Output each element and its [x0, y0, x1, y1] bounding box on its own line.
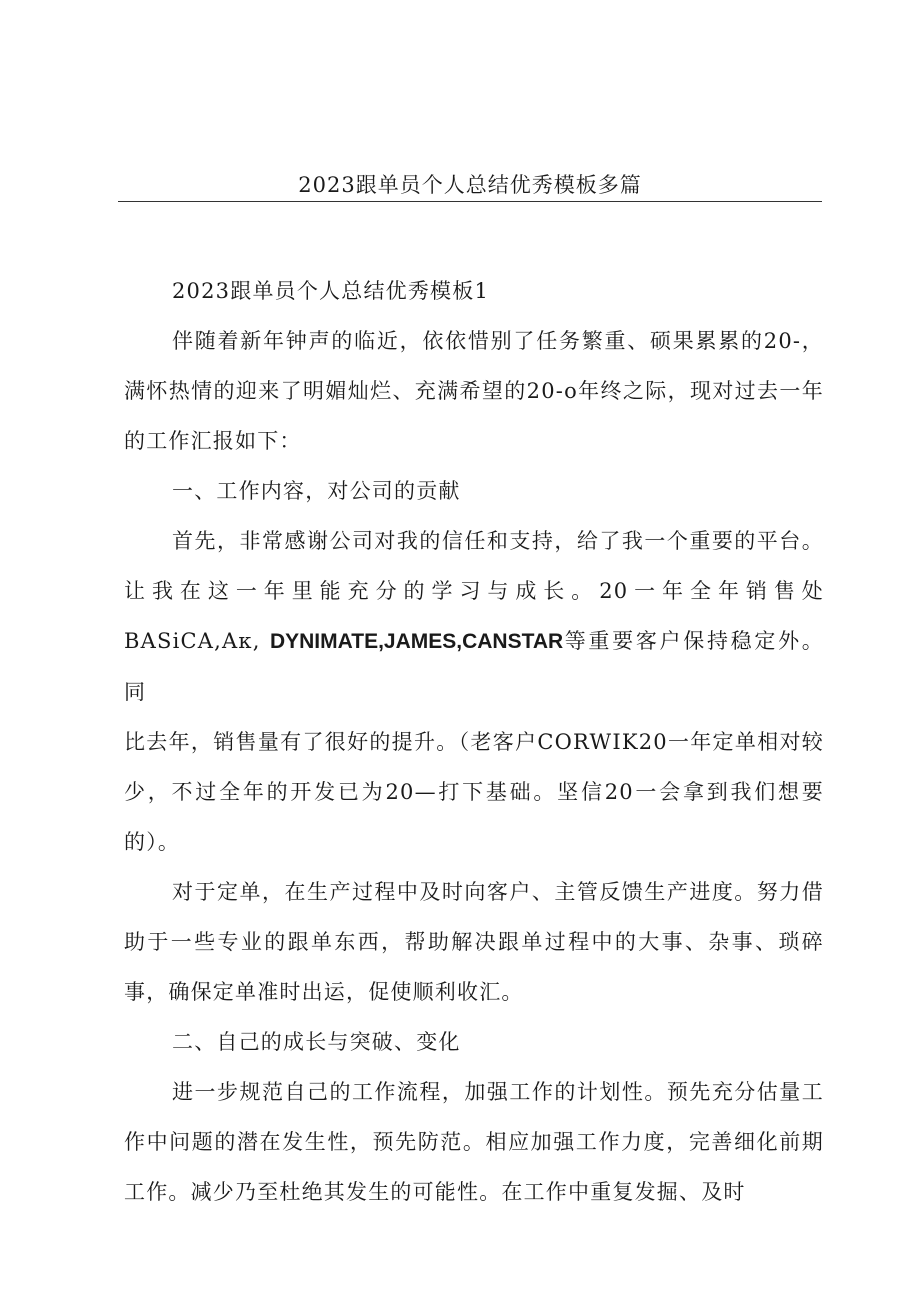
- section-heading-growth: 二、自己的成长与突破、变化: [172, 1030, 461, 1054]
- paragraph-order-tracking: 对于定单，在生产过程中及时向客户、主管反馈生产进度。努力借助于一些专业的跟单东西，帮助解决跟单过程中的大事、杂事、琐碎事，确保定单准时出运，促使顺利收汇。: [124, 880, 824, 1004]
- section-heading-work-content: 一、工作内容，对公司的贡献: [172, 479, 461, 503]
- intro-paragraph: 伴随着新年钟声的临近，依依惜别了任务繁重、硕果累累的20-，满怀热情的迎来了明媚灿烂、充满希望的20-o年终之际，现对过去一年的工作汇报如下：: [124, 329, 824, 453]
- document-body: [124, 266, 824, 1217]
- paragraph-customers-line: [124, 616, 824, 717]
- paragraph-thanks-line1: 首先，非常感谢公司对我的信任和支持，给了我一个重要的平台。: [172, 529, 824, 553]
- customer-names-plain: BASiCA,Aκ,: [124, 629, 270, 653]
- title-underline-rule: [118, 201, 822, 202]
- template-heading: 2023跟单员个人总结优秀模板1: [172, 279, 490, 303]
- customer-line-suffix: 等重要客户保持稳定外。同: [124, 629, 825, 704]
- customer-names-bold: DYNIMATE,JAMES,CANSTAR: [269, 630, 564, 653]
- document-title: 2023跟单员个人总结优秀模板多篇: [298, 173, 642, 197]
- paragraph-sales-growth: 比去年，销售量有了很好的提升。（老客户CORWIK20一年定单相对较少，不过全年的开发已为20—打下基础。坚信20一会拿到我们想要的）。: [124, 730, 824, 854]
- paragraph-thanks-line2: 让我在这一年里能充分的学习与成长。20一年全年销售处: [124, 579, 824, 603]
- paragraph-workflow: 进一步规范自己的工作流程，加强工作的计划性。预先充分估量工作中问题的潜在发生性，预先防范。相应加强工作力度，完善细化前期工作。减少乃至杜绝其发生的可能性。在工作中重复发掘、及时: [124, 1080, 824, 1204]
